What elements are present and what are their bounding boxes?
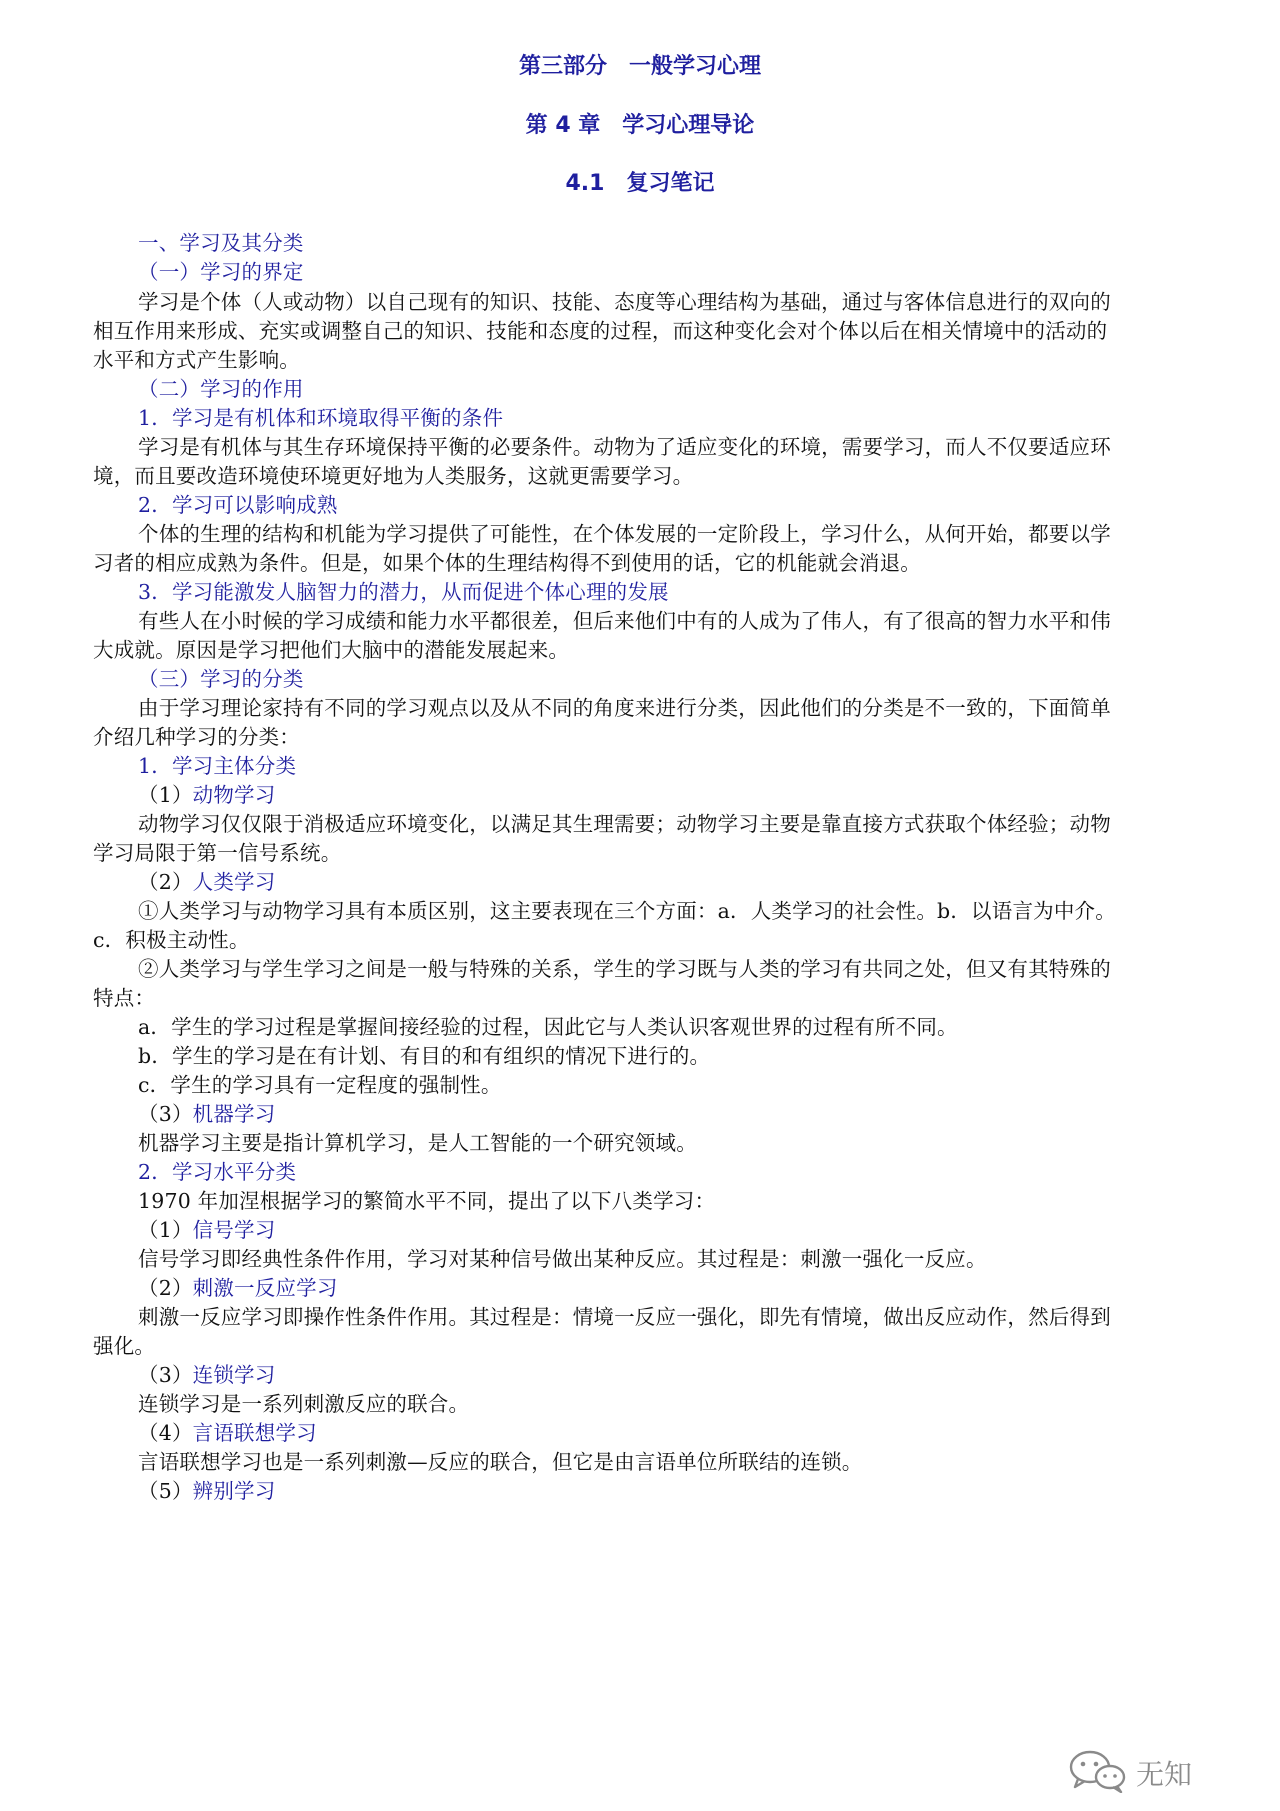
heading-level3: 2．学习水平分类	[138, 1160, 297, 1184]
paragraph-line: 境，而且要改造环境使环境更好地为人类服务，这就更需要学习。	[93, 464, 694, 488]
paragraph-line: 学习是个体（人或动物）以自己现有的知识、技能、态度等心理结构为基础，通过与客体信息进行的双向的	[138, 290, 1111, 314]
paragraph-line: 大成就。原因是学习把他们大脑中的潜能发展起来。	[93, 638, 570, 662]
part-title: 第三部分 一般学习心理	[518, 54, 761, 79]
paragraph-line: 水平和方式产生影响。	[93, 348, 300, 372]
item-label: 信号学习	[192, 1218, 276, 1242]
paragraph-line: 刺激一反应学习即操作性条件作用。其过程是：情境一反应一强化，即先有情境，做出反应动作，然后得到	[138, 1305, 1111, 1329]
paragraph-line: 学习局限于第一信号系统。	[93, 841, 342, 865]
item-number: （2）	[138, 870, 193, 894]
paragraph-line: 机器学习主要是指计算机学习，是人工智能的一个研究领域。	[138, 1131, 697, 1155]
paragraph-line: 学习是有机体与其生存环境保持平衡的必要条件。动物为了适应变化的环境，需要学习，而人不仅要适应环	[138, 435, 1111, 459]
paragraph-line: 介绍几种学习的分类：	[93, 725, 300, 749]
item-number: （5）	[138, 1479, 193, 1503]
heading-level3: 1．学习是有机体和环境取得平衡的条件	[138, 406, 504, 430]
heading-level2: （二）学习的作用	[138, 377, 304, 401]
heading-level3: 1．学习主体分类	[138, 754, 297, 778]
paragraph-line: 连锁学习是一系列刺激反应的联合。	[138, 1392, 470, 1416]
paragraph-line: ②人类学习与学生学习之间是一般与特殊的关系，学生的学习既与人类的学习有共同之处，但又有其特殊的	[138, 957, 1111, 981]
paragraph-line: b．学生的学习是在有计划、有目的和有组织的情况下进行的。	[138, 1044, 711, 1068]
item-number: （1）	[138, 1218, 193, 1242]
heading-level2: （三）学习的分类	[138, 667, 304, 691]
item-number: （2）	[138, 1276, 193, 1300]
paragraph-line: 相互作用来形成、充实或调整自己的知识、技能和态度的过程，而这种变化会对个体以后在相关情境中的活动的	[93, 319, 1108, 343]
item-label: 刺激一反应学习	[192, 1276, 338, 1300]
paragraph-line: 个体的生理的结构和机能为学习提供了可能性，在个体发展的一定阶段上，学习什么，从何开始，都要以学	[138, 522, 1111, 546]
paragraph-line: 1970 年加涅根据学习的繁简水平不同，提出了以下八类学习：	[138, 1189, 716, 1213]
item-number: （3）	[138, 1363, 193, 1387]
item-number: （1）	[138, 783, 193, 807]
watermark-text: 无知	[1136, 1758, 1193, 1791]
paragraph-line: 言语联想学习也是一系列刺激—反应的联合，但它是由言语单位所联结的连锁。	[138, 1450, 863, 1474]
paragraph-line: 有些人在小时候的学习成绩和能力水平都很差，但后来他们中有的人成为了伟人，有了很高的智力水平和伟	[138, 609, 1111, 633]
item-label: 言语联想学习	[192, 1421, 317, 1445]
paragraph-line: 由于学习理论家持有不同的学习观点以及从不同的角度来进行分类，因此他们的分类是不一致的，下面简单	[138, 696, 1111, 720]
item-label: 动物学习	[192, 783, 276, 807]
heading-level1: 一、学习及其分类	[138, 231, 304, 255]
paragraph-line: ①人类学习与动物学习具有本质区别，这主要表现在三个方面：a．人类学习的社会性。b．以语言为中介。	[138, 899, 1116, 923]
paragraph-line: 动物学习仅仅限于消极适应环境变化，以满足其生理需要；动物学习主要是靠直接方式获取个体经验；动物	[138, 812, 1111, 836]
section-title: 4.1 复习笔记	[565, 171, 715, 196]
item-number: （3）	[138, 1102, 193, 1126]
item-label: 机器学习	[192, 1102, 276, 1126]
paragraph-line: c．积极主动性。	[93, 928, 250, 952]
paragraph-line: 强化。	[93, 1334, 156, 1358]
item-number: （4）	[138, 1421, 193, 1445]
chapter-title: 第 4 章 学习心理导论	[525, 113, 755, 138]
heading-level2: （一）学习的界定	[138, 260, 304, 284]
heading-level3: 2．学习可以影响成熟	[138, 493, 338, 517]
item-label: 连锁学习	[192, 1363, 276, 1387]
item-label: 辨别学习	[192, 1479, 276, 1503]
paragraph-line: c．学生的学习具有一定程度的强制性。	[138, 1073, 502, 1097]
wechat-icon	[1066, 1749, 1130, 1793]
paragraph-line: 信号学习即经典性条件作用，学习对某种信号做出某种反应。其过程是：刺激一强化一反应。	[138, 1247, 987, 1271]
watermark	[1060, 1749, 1250, 1795]
paragraph-line: a．学生的学习过程是掌握间接经验的过程，因此它与人类认识客观世界的过程有所不同。	[138, 1015, 958, 1039]
paragraph-line: 特点：	[93, 986, 156, 1010]
item-label: 人类学习	[192, 870, 276, 894]
heading-level3: 3．学习能激发人脑智力的潜力，从而促进个体心理的发展	[138, 580, 669, 604]
heading-level4	[138, 1474, 1198, 1508]
paragraph-line: 习者的相应成熟为条件。但是，如果个体的生理结构得不到使用的话，它的机能就会消退。	[93, 551, 921, 575]
